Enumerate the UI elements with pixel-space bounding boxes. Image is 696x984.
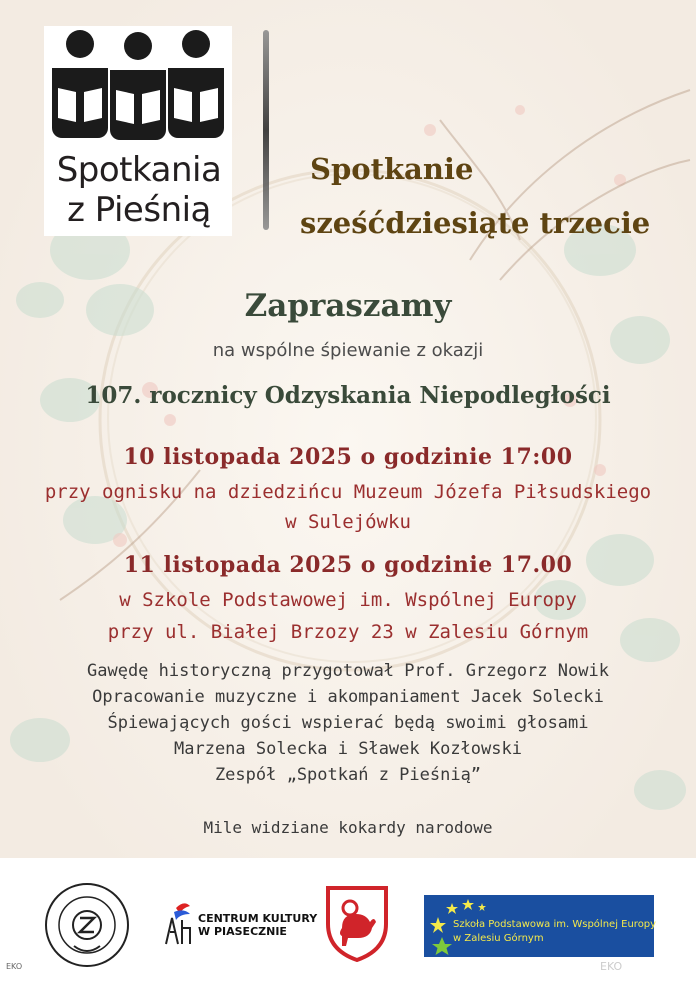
event2-place-line-1: w Szkole Podstawowej im. Wspólnej Europy [119,589,577,611]
culture-center-name [198,912,317,938]
singers-logo-icon [44,26,232,146]
invite-heading: Zapraszamy [244,288,452,324]
event2-place-line-2: przy ul. Białej Brzozy 23 w Zalesiu Górnym [107,621,589,643]
eko-mark-right: EKO [600,960,623,973]
event1-place-line-1: przy ognisku na dziedzińcu Muzeum Józefa Piłsudskiego [44,481,652,503]
municipal-coat-of-arms-icon [322,884,392,962]
school-name-line-1: Szkoła Podstawowa im. Wspólnej Europy [453,919,657,930]
title-line-2: sześćdziesiąte trzecie [300,206,651,240]
dress-note: Mile widziane kokardy narodowe [203,818,493,837]
culture-center-line-2: W PIASECZNIE [198,925,287,938]
credits-line: Opracowanie muzyczne i akompaniament Jacek Solecki [92,687,604,707]
anniversary-heading: 107. rocznicy Odzyskania Niepodległości [85,382,611,409]
culture-center-logo-icon [160,898,196,948]
credits-line: Śpiewających gości wspierać będą swoimi głosami [107,713,589,733]
association-seal-icon [44,882,130,968]
eko-mark-left: EKO [6,962,23,971]
vertical-divider [263,30,269,230]
logo-line-2: z Pieśnią [67,190,211,230]
logo-line-1: Spotkania [56,150,222,190]
page-title [300,142,680,250]
credits-line: Gawędę historyczną przygotował Prof. Grzegorz Nowik [87,661,609,681]
invite-subtitle: na wspólne śpiewanie z okazji [212,340,484,361]
school-name-line-2: w Zalesiu Górnym [453,933,544,944]
event1-place-line-2: w Sulejówku [285,511,411,533]
event2-date: 11 listopada 2025 o godzinie 17.00 [123,552,573,578]
credits-line: Marzena Solecka i Sławek Kozłowski [174,739,522,759]
school-name [453,918,656,946]
title-line-1: Spotkanie [310,152,474,186]
event1-date: 10 listopada 2025 o godzinie 17:00 [123,444,573,470]
logo-wordmark [46,150,232,230]
credits-line: Zespół „Spotkań z Pieśnią” [214,765,482,785]
credits-block [0,658,696,788]
culture-center-line-1: CENTRUM KULTURY [198,912,318,925]
